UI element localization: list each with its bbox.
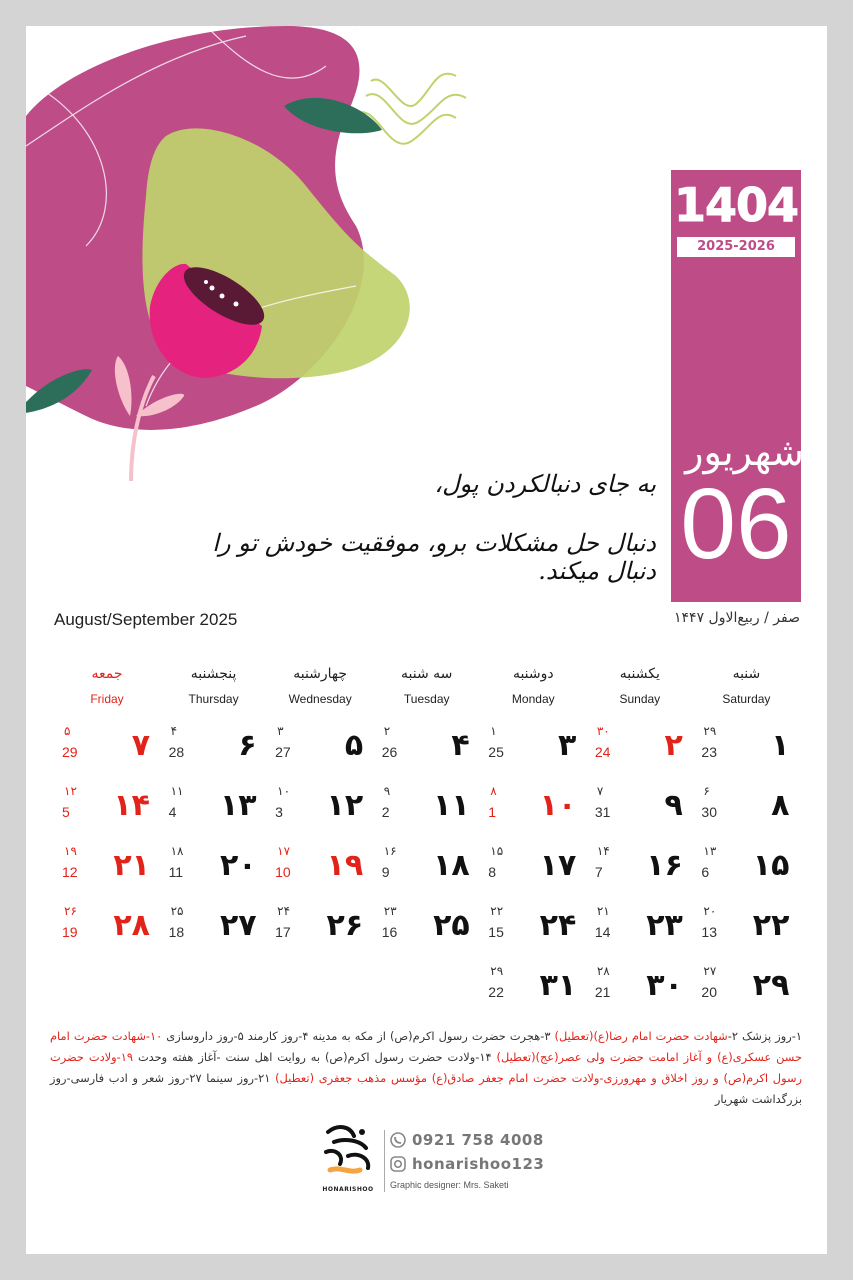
- day-number: ۱۵: [752, 848, 790, 883]
- day-number: ۱۳: [219, 788, 257, 823]
- day-number: ۷: [131, 728, 150, 763]
- weekday-fa-label: دوشنبه: [480, 666, 586, 682]
- hijri-day: ۲۶: [64, 904, 77, 918]
- day-number: ۱۸: [433, 848, 470, 883]
- weekday-en-label: Sunday: [619, 692, 661, 706]
- hijri-day: ۲۵: [170, 904, 184, 918]
- hijri-month: صفر / ربیع‌الاول ۱۴۴۷: [674, 610, 800, 626]
- day-number: ۲۹: [752, 968, 790, 1003]
- phone-row: [390, 1128, 580, 1152]
- day-number: ۲۶: [326, 908, 364, 943]
- weekday-en-label: Friday: [90, 692, 124, 706]
- hijri-day: ۱۳: [703, 844, 717, 858]
- hijri-day: ۲۹: [490, 964, 504, 978]
- gregorian-day: 19: [62, 924, 78, 940]
- note-holiday: ۱۹-ولادت حضرت رسول اکرم(ص) و روز اخلاق و مهرورزی-ولادت حضرت امام جعفر صادق(ع) مؤسس مذهب جعفری (تعطیل): [50, 1050, 803, 1085]
- gregorian-day: 5: [62, 804, 70, 820]
- weekday-1: [587, 666, 693, 706]
- day-cell: [693, 960, 799, 1022]
- hijri-day: ۴: [170, 724, 178, 738]
- gregorian-day: 9: [381, 864, 390, 880]
- day-cell: [587, 900, 693, 962]
- weekday-en-label: Monday: [511, 692, 555, 706]
- day-cell: [480, 780, 586, 842]
- hijri-day: ۵: [64, 724, 71, 738]
- day-number: ۸: [771, 788, 790, 823]
- day-cell: [693, 720, 799, 782]
- gregorian-day: 1: [488, 804, 497, 820]
- hijri-day: ۲۴: [277, 904, 291, 918]
- gregorian-day: 15: [488, 924, 504, 940]
- day-cell: [480, 840, 586, 902]
- note-text: ۱۴-ولادت حضرت رسول اکرم(ص) به روایت اهل سنت -آغاز هفته وحدت: [133, 1050, 497, 1064]
- day-cell: [54, 720, 160, 782]
- day-number: ۱: [771, 728, 790, 763]
- hijri-day: ۱۱: [170, 784, 184, 798]
- day-cell: [267, 900, 373, 962]
- day-cell: [480, 960, 586, 1022]
- gregorian-day: 12: [62, 864, 78, 880]
- gregorian-day: 31: [594, 804, 611, 820]
- gregorian-day: 4: [168, 804, 177, 820]
- day-number: ۱۴: [113, 788, 150, 823]
- gregorian-day: 26: [381, 744, 398, 760]
- gregorian-day: 6: [701, 864, 710, 880]
- hijri-day: ۲۸: [596, 964, 610, 978]
- day-cell: [693, 840, 799, 902]
- weekday-3: [374, 666, 480, 706]
- hijri-day: ۲۲: [490, 904, 504, 918]
- instagram-handle: honarishoo123: [412, 1155, 545, 1173]
- day-cell: [374, 780, 480, 842]
- hijri-day: ۲۹: [703, 724, 717, 738]
- gregorian-month: August/September 2025: [54, 610, 238, 629]
- day-cell: [587, 840, 693, 902]
- gregorian-day: 20: [701, 984, 717, 1000]
- note-holiday: ۱۰-شهادت حضرت امام حسن عسکری(ع) و آغاز امامت حضرت ولی عصر(عج)(تعطیل): [50, 1029, 803, 1064]
- day-number: ۳: [557, 728, 577, 763]
- note-holiday: شهادت حضرت امام رضا(ع)(تعطیل): [554, 1029, 728, 1043]
- day-number: ۱۷: [539, 848, 577, 883]
- gregorian-day: 8: [488, 864, 497, 880]
- day-number: ۱۶: [646, 848, 683, 883]
- gregorian-day: 30: [701, 804, 717, 820]
- hijri-day: ۹: [383, 784, 391, 798]
- hijri-day: ۱۴: [596, 844, 610, 858]
- hijri-day: ۲۷: [703, 964, 717, 978]
- gregorian-day: 2: [381, 804, 390, 820]
- day-number: ۱۲: [326, 788, 364, 823]
- day-number: ۹: [664, 788, 683, 823]
- day-cell: [374, 900, 480, 962]
- calendar-grid: [54, 720, 800, 1020]
- day-number: ۲۱: [113, 848, 150, 883]
- note-text: ۲۱-روز سینما ۲۷-روز شعر و ادب فارسی-روز بزرگداشت شهریار: [50, 1071, 802, 1106]
- quote-line-2: دنبال حل مشکلات برو، موفقیت خودش تو را دنبال میکند.: [212, 529, 656, 585]
- weekday-en-label: Tuesday: [403, 692, 450, 706]
- squiggle-lines: [356, 74, 466, 144]
- gregorian-day: 3: [275, 804, 283, 820]
- hijri-day: ۲۳: [383, 904, 397, 918]
- hijri-day: ۷: [596, 784, 604, 798]
- day-cell: [587, 720, 693, 782]
- hijri-day: ۱۶: [383, 844, 397, 858]
- gregorian-day: 24: [594, 744, 611, 760]
- gregorian-day: 29: [62, 744, 78, 760]
- day-cell: [374, 720, 480, 782]
- day-cell: [161, 780, 267, 842]
- day-number: ۲۰: [219, 848, 257, 883]
- day-cell: [480, 900, 586, 962]
- hijri-day: ۱۸: [170, 844, 184, 858]
- instagram-row: [390, 1152, 580, 1176]
- weekday-en-label: Saturday: [722, 692, 771, 706]
- gregorian-day: 10: [275, 864, 291, 880]
- day-cell: [693, 780, 799, 842]
- day-cell: [161, 900, 267, 962]
- day-number: ۶: [238, 728, 257, 763]
- day-cell: [54, 780, 160, 842]
- gregorian-day: 16: [381, 924, 398, 940]
- day-number: ۲: [664, 728, 683, 763]
- weekday-fa-label: یکشنبه: [587, 666, 693, 682]
- month-name: شهریور: [685, 430, 804, 474]
- hijri-day: ۱۲: [64, 784, 77, 798]
- weekday-4: [267, 666, 373, 706]
- contact-info: [390, 1128, 580, 1190]
- gregorian-day: 21: [594, 984, 611, 1000]
- day-cell: [54, 900, 160, 962]
- weekday-fa-label: شنبه: [693, 666, 799, 682]
- day-number: ۲۵: [433, 908, 470, 943]
- month-number: 06: [680, 468, 792, 580]
- hijri-day: ۲۰: [703, 904, 717, 918]
- weekday-en-label: Thursday: [188, 692, 239, 706]
- day-cell: [267, 720, 373, 782]
- designer-credit: Graphic designer: Mrs. Saketi: [390, 1180, 509, 1190]
- gregorian-day: 18: [168, 924, 185, 940]
- hijri-day: ۲۱: [596, 904, 610, 918]
- weekday-5: [161, 666, 267, 706]
- gregorian-day: 22: [488, 984, 504, 1000]
- divider: [384, 1130, 385, 1192]
- weekday-en-label: Wednesday: [288, 692, 352, 706]
- day-number: ۱۹: [326, 848, 364, 883]
- hijri-day: ۱۰: [277, 784, 291, 798]
- gregorian-day: 27: [275, 744, 291, 760]
- day-cell: [693, 900, 799, 962]
- note-text: ۳-هجرت حضرت رسول اکرم(ص) از مکه به مدینه ۴-روز کارمند ۵-روز داروسازی: [162, 1029, 555, 1043]
- gregorian-day: 28: [168, 744, 185, 760]
- day-number: ۲۷: [219, 908, 257, 943]
- gregorian-day: 14: [594, 924, 611, 940]
- phone-number: 0921 758 4008: [412, 1131, 544, 1149]
- gregorian-years: 2025-2026: [677, 237, 795, 257]
- hijri-day: ۱۷: [277, 844, 291, 858]
- day-cell: [480, 720, 586, 782]
- day-number: ۲۴: [539, 908, 577, 943]
- weekday-2: [480, 666, 586, 706]
- day-number: ۳۰: [646, 968, 683, 1003]
- weekday-fa-label: سه شنبه: [374, 666, 480, 682]
- quote-line-1: به جای دنبالکردن پول،: [434, 470, 656, 498]
- hijri-day: ۲: [383, 724, 391, 738]
- weekday-fa-label: چهارشنبه: [267, 666, 373, 682]
- logo-text: HONARISHOO: [322, 1186, 374, 1193]
- hijri-day: ۱: [490, 724, 497, 738]
- hijri-day: ۱۹: [64, 844, 77, 858]
- note-text: ۱-روز پزشک ۲-: [727, 1029, 802, 1043]
- day-cell: [161, 720, 267, 782]
- instagram-icon: [390, 1156, 406, 1172]
- day-cell: [267, 840, 373, 902]
- brand-logo: [320, 1122, 376, 1186]
- day-cell: [374, 840, 480, 902]
- day-number: ۳۱: [539, 968, 577, 1003]
- events-notes: [50, 1026, 802, 1110]
- day-number: ۴: [451, 728, 470, 763]
- day-number: ۲۳: [646, 908, 683, 943]
- gregorian-day: 7: [594, 864, 603, 880]
- weekday-header: [54, 666, 800, 706]
- hijri-day: ۳: [277, 724, 284, 738]
- hijri-day: ۶: [703, 784, 710, 798]
- whatsapp-icon: [390, 1132, 406, 1148]
- gregorian-day: 17: [275, 924, 291, 940]
- hijri-day: ۱۵: [490, 844, 504, 858]
- day-number: ۱۱: [433, 788, 470, 823]
- day-number: ۱۰: [539, 788, 577, 823]
- weekday-0: [693, 666, 799, 706]
- gregorian-day: 13: [701, 924, 717, 940]
- day-number: ۲۲: [752, 908, 790, 943]
- day-cell: [267, 780, 373, 842]
- gregorian-day: 11: [168, 864, 184, 880]
- day-number: ۲۸: [113, 908, 150, 943]
- day-number: ۵: [344, 728, 364, 763]
- day-cell: [587, 780, 693, 842]
- day-cell: [161, 840, 267, 902]
- gregorian-day: 25: [488, 744, 504, 760]
- day-cell: [54, 840, 160, 902]
- day-cell: [587, 960, 693, 1022]
- weekday-fa-label: پنجشنبه: [161, 666, 267, 682]
- gregorian-day: 23: [701, 744, 717, 760]
- hijri-day: ۸: [490, 784, 497, 798]
- calendar-page: [26, 26, 827, 1254]
- hijri-day: ۳۰: [596, 724, 610, 738]
- persian-year: 1404: [673, 178, 799, 232]
- weekday-6: [54, 666, 160, 706]
- weekday-fa-label: جمعه: [54, 666, 160, 682]
